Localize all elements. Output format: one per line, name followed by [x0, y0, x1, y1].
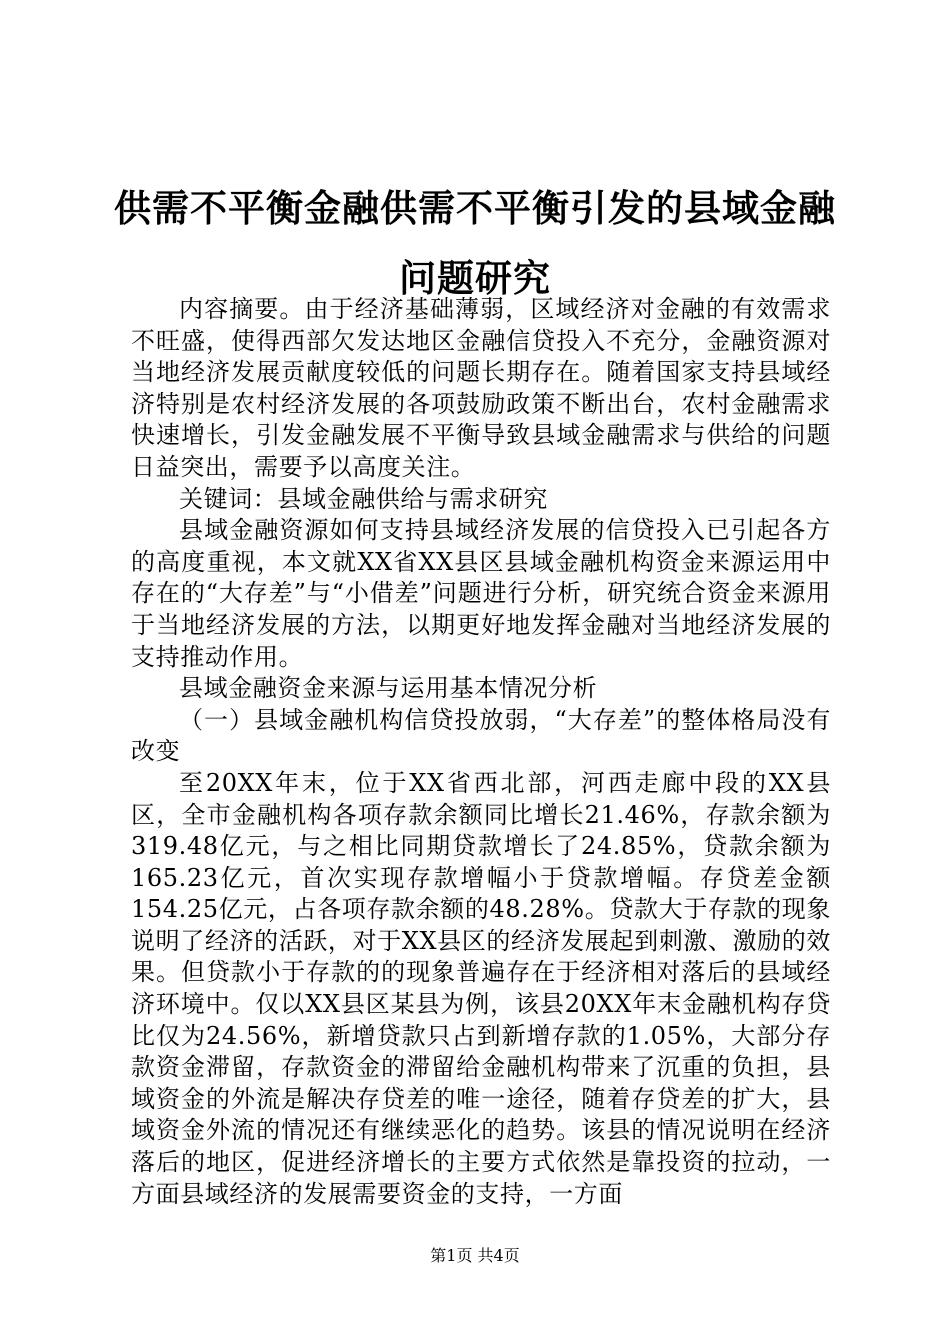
document-title: 供需不平衡金融供需不平衡引发的县域金融问题研究 — [114, 187, 836, 300]
intro-paragraph: 县域金融资源如何支持县域经济发展的信贷投入已引起各方的高度重视，本文就XX省XX县区县域金融机构资金来源运用中存在的“大存差”与“小借差”问题进行分析，研究统合资金来源用于当地经济发展的方法，以期更好地发挥金融对当地经济发展的支持推动作用。 — [131, 516, 831, 671]
body-paragraph: 至20XX年末，位于XX省西北部，河西走廊中段的XX县区，全市金融机构各项存款余额同比增长21.46%，存款余额为319.48亿元，与之相比同期贷款增长了24.85%，贷款余额为165.23亿元，首次实现存款增幅小于贷款增幅。存贷差金额154.25亿元，占各项存款余额的48.28%。贷款大于存款的现象说明了经济的活跃，对于XX县区的经济发展起到刺激、激励的效果。但贷款小于存款的的现象普遍存在于经济相对落后的县域经济环境中。仅以XX县区某县为例，该县20XX年末金融机构存贷比仅为24.56%，新增贷款只占到新增存款的1.05%，大部分存款资金滞留，存款资金的滞留给金融机构带来了沉重的负担，县域资金的外流是解决存贷差的唯一途径，随着存贷差的扩大，县域资金外流的情况还有继续恶化的趋势。该县的情况说明在经济落后的地区，促进经济增长的主要方式依然是靠投资的拉动，一方面县域经济的发展需要资金的支持，一方面 — [131, 768, 831, 1208]
page-number-footer: 第1页 共4页 — [430, 1246, 520, 1265]
section-heading: 县域金融资金来源与运用基本情况分析 — [179, 674, 598, 703]
document-body — [131, 294, 831, 1210]
keywords-paragraph: 关键词：县域金融供给与需求研究 — [179, 484, 548, 513]
subsection-heading: （一）县域金融机构信贷投放弱，“大存差”的整体格局没有改变 — [131, 705, 831, 766]
abstract-paragraph: 内容摘要。由于经济基础薄弱，区域经济对金融的有效需求不旺盛，使得西部欠发达地区金融信贷投入不充分，金融资源对当地经济发展贡献度较低的问题长期存在。随着国家支持县域经济特别是农村经济发展的各项鼓励政策不断出台，农村金融需求快速增长，引发金融发展不平衡导致县域金融需求与供给的问题日益突出，需要予以高度关注。 — [131, 295, 831, 481]
